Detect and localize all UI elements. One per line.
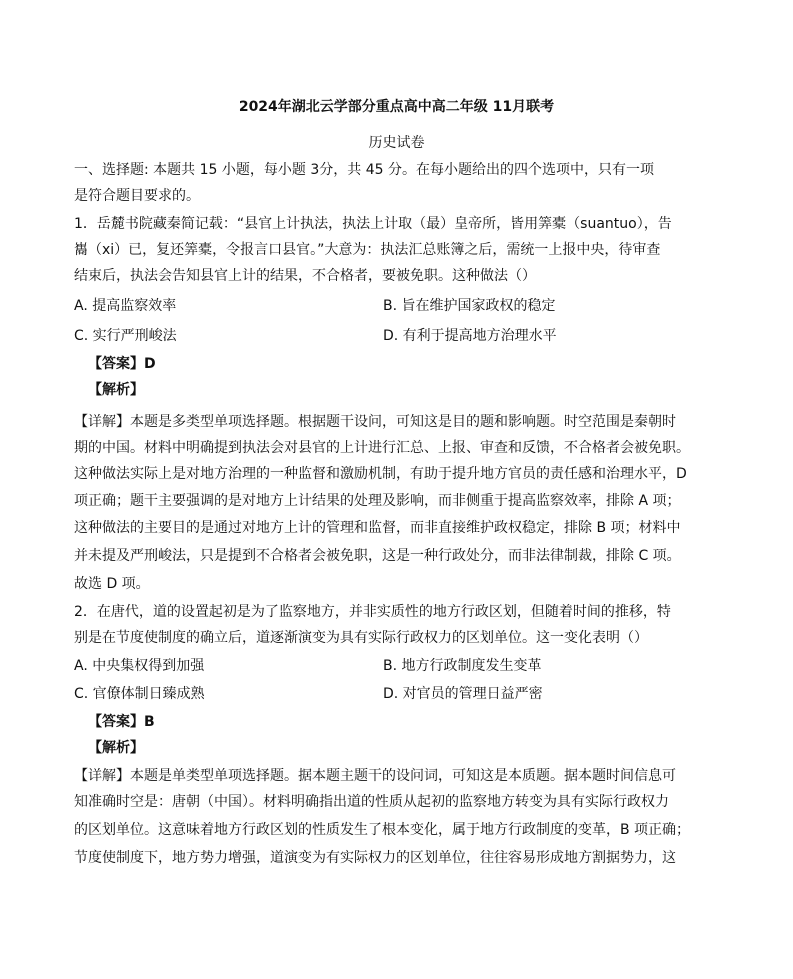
q1-answer: 【答案】D (88, 356, 156, 372)
q2-detail-line: 节度使制度下，地方势力增强，道演变为有实际权力的区划单位，往往容易形成地方割据势力，这 (74, 850, 676, 866)
q2-option-d: D. 对官员的管理日益严密 (383, 686, 543, 702)
q1-option-a: A. 提高监察效率 (74, 298, 177, 314)
q1-detail-line: 故选 D 项。 (74, 576, 150, 592)
q2-detail-line: 【详解】本题是单类型单项选择题。据本题主题干的设问词，可知这是本质题。据本题时间信息可 (74, 768, 676, 784)
q2-detail-line: 知准确时空是：唐朝（中国）。材料明确指出道的性质从起初的监察地方转变为具有实际行政权力 (74, 794, 669, 810)
q2-analysis-label: 【解析】 (88, 740, 144, 756)
q2-option-a: A. 中央集权得到加强 (74, 658, 205, 674)
section-instruction-line: 一、选择题: 本题共 15 小题，每小题 3分，共 45 分。在每小题给出的四个选项中，只有一项 (74, 162, 654, 178)
exam-title: 2024年湖北云学部分重点高中高二年级 11月联考 (238, 99, 555, 115)
q1-option-d: D. 有利于提高地方治理水平 (383, 328, 557, 344)
q2-stem-line: 别是在节度使制度的确立后，道逐渐演变为具有实际行政权力的区划单位。这一变化表明（） (74, 630, 648, 646)
q1-option-b: B. 旨在维护国家政权的稳定 (383, 298, 556, 314)
q1-stem-line: 巂（xi）已，复还筭橐，令报言口县官。”大意为：执法汇总账簿之后，需统一上报中央，待审查 (74, 242, 661, 258)
q1-detail-line: 项正确；题干主要强调的是对地方上计结果的处理及影响，而非侧重于提高监察效率，排除 A 项； (74, 493, 681, 509)
q1-detail-line: 期的中国。材料中明确提到执法会对县官的上计进行汇总、上报、审查和反馈，不合格者会被免职。 (74, 440, 690, 456)
q2-stem-line: 2．在唐代，道的设置起初是为了监察地方，并非实质性的地方行政区划，但随着时间的推移，特 (74, 604, 671, 620)
exam-subtitle: 历史试卷 (368, 135, 425, 151)
q1-stem-line: 结束后，执法会告知县官上计的结果，不合格者，要被免职。这种做法（） (74, 268, 536, 284)
q2-option-b: B. 地方行政制度发生变革 (383, 658, 542, 674)
q1-detail-line: 这种做法实际上是对地方治理的一种监督和激励机制，有助于提升地方官员的责任感和治理水平，D (74, 466, 687, 482)
q1-detail-line: 【详解】本题是多类型单项选择题。根据题干设问，可知这是目的题和影响题。时空范围是秦朝时 (74, 414, 676, 430)
q1-analysis-label: 【解析】 (88, 382, 144, 398)
q2-option-c: C. 官僚体制日臻成熟 (74, 686, 205, 702)
q1-option-c: C. 实行严刑峻法 (74, 328, 177, 344)
section-instruction-line: 是符合题目要求的。 (74, 188, 200, 204)
q2-detail-line: 的区划单位。这意味着地方行政区划的性质发生了根本变化，属于地方行政制度的变革，B 项正确； (74, 822, 691, 838)
q2-answer: 【答案】B (88, 714, 155, 730)
q1-detail-line: 这种做法的主要目的是通过对地方上计的管理和监督，而非直接维护政权稳定，排除 B 项；材料中 (74, 520, 681, 536)
q1-stem-line: 1．岳麓书院藏秦简记载：“县官上计执法，执法上计取（最）皇帝所，皆用筭橐（suantuo），告 (74, 216, 672, 232)
q1-detail-line: 并未提及严刑峻法，只是提到不合格者会被免职，这是一种行政处分，而非法律制裁，排除 C 项。 (74, 548, 681, 564)
